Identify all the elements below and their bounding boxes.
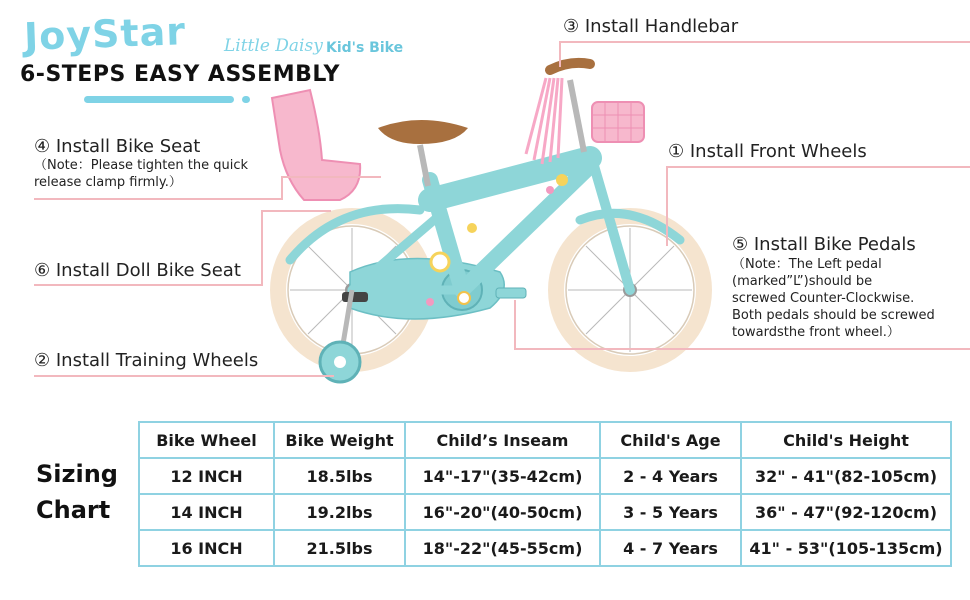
bike-seat-leader-line [34, 198, 282, 200]
doll-seat [272, 90, 360, 200]
cell-weight: 21.5lbs [274, 530, 405, 566]
cell-wheel: 14 INCH [139, 494, 274, 530]
step-install-front-wheels: ① Install Front Wheels [668, 141, 867, 162]
cell-inseam: 18"-22"(45-55cm) [405, 530, 600, 566]
header-childs-age: Child's Age [600, 422, 741, 458]
table-row [139, 530, 951, 566]
pedals-leader-rise [514, 300, 516, 350]
pedals-note-line-5: towardsthe front wheel.） [732, 325, 900, 340]
bike-seat-leader-rise [281, 176, 283, 200]
handlebar-leader-line [560, 41, 970, 43]
bike-illustration [250, 40, 730, 400]
pedals-note-line-2: (marked”L”)should be [732, 274, 873, 289]
step-install-doll-bike-seat: ⑥ Install Doll Bike Seat [34, 260, 241, 281]
cell-height: 41" - 53"(105-135cm) [741, 530, 951, 566]
cell-inseam: 14"-17"(35-42cm) [405, 458, 600, 494]
training-wheels-leader-line [34, 375, 334, 377]
doll-seat-leader-rise [261, 210, 263, 286]
step-install-bike-pedals: ⑤ Install Bike Pedals [732, 234, 916, 255]
pedals-note-line-4: Both pedals should be screwed [732, 308, 935, 323]
cell-age: 4 - 7 Years [600, 530, 741, 566]
front-wheels-leader-drop [666, 166, 668, 246]
bike-seat-note-line-2: release clamp firmly.） [34, 175, 182, 190]
bike-seat-leader-end [281, 176, 381, 178]
cell-wheel: 16 INCH [139, 530, 274, 566]
left-pedal [342, 292, 368, 302]
right-pedal [496, 288, 526, 298]
sub-brand-name: Little Daisy [224, 36, 323, 56]
handlebar-stem [570, 80, 584, 152]
pedals-note-line-1: （Note：The Left pedal [732, 257, 882, 272]
sizing-chart-label-line-2: Chart [36, 496, 111, 524]
header-childs-height: Child's Height [741, 422, 951, 458]
step-install-training-wheels: ② Install Training Wheels [34, 350, 259, 371]
cell-height: 32" - 41"(82-105cm) [741, 458, 951, 494]
cell-age: 2 - 4 Years [600, 458, 741, 494]
sizing-chart-label-line-1: Sizing [36, 460, 118, 488]
title-underline [84, 96, 234, 103]
title-underline-dot [242, 96, 250, 103]
header-bike-wheel: Bike Wheel [139, 422, 274, 458]
seat-post [420, 145, 428, 186]
page-title: 6-STEPS EASY ASSEMBLY [20, 62, 340, 87]
step-install-handlebar: ③ Install Handlebar [563, 16, 739, 37]
header-bike-weight: Bike Weight [274, 422, 405, 458]
doll-seat-leader-end [261, 210, 331, 212]
handlebar-grip [550, 63, 590, 70]
cell-age: 3 - 5 Years [600, 494, 741, 530]
handlebar-streamers [526, 78, 562, 164]
pedals-leader-line [514, 348, 970, 350]
cell-inseam: 16"-20"(40-50cm) [405, 494, 600, 530]
product-type: Kid's Bike [326, 40, 404, 56]
pedals-note-line-3: screwed Counter-Clockwise. [732, 291, 915, 306]
cell-height: 36" - 47"(92-120cm) [741, 494, 951, 530]
table-row [139, 494, 951, 530]
handlebar-leader-drop [559, 41, 561, 67]
table-header-row [139, 422, 951, 458]
sizing-chart-table [138, 421, 952, 567]
doll-seat-leader-line [34, 284, 262, 286]
brand-name: JoyStar [23, 9, 187, 59]
header-childs-inseam: Child’s Inseam [405, 422, 600, 458]
cell-weight: 18.5lbs [274, 458, 405, 494]
bike-saddle [378, 120, 468, 144]
cell-weight: 19.2lbs [274, 494, 405, 530]
step-install-bike-seat: ④ Install Bike Seat [34, 136, 201, 157]
cell-wheel: 12 INCH [139, 458, 274, 494]
table-row [139, 458, 951, 494]
bike-seat-note-line-1: （Note：Please tighten the quick [34, 158, 249, 173]
front-wheels-leader-line [666, 166, 970, 168]
